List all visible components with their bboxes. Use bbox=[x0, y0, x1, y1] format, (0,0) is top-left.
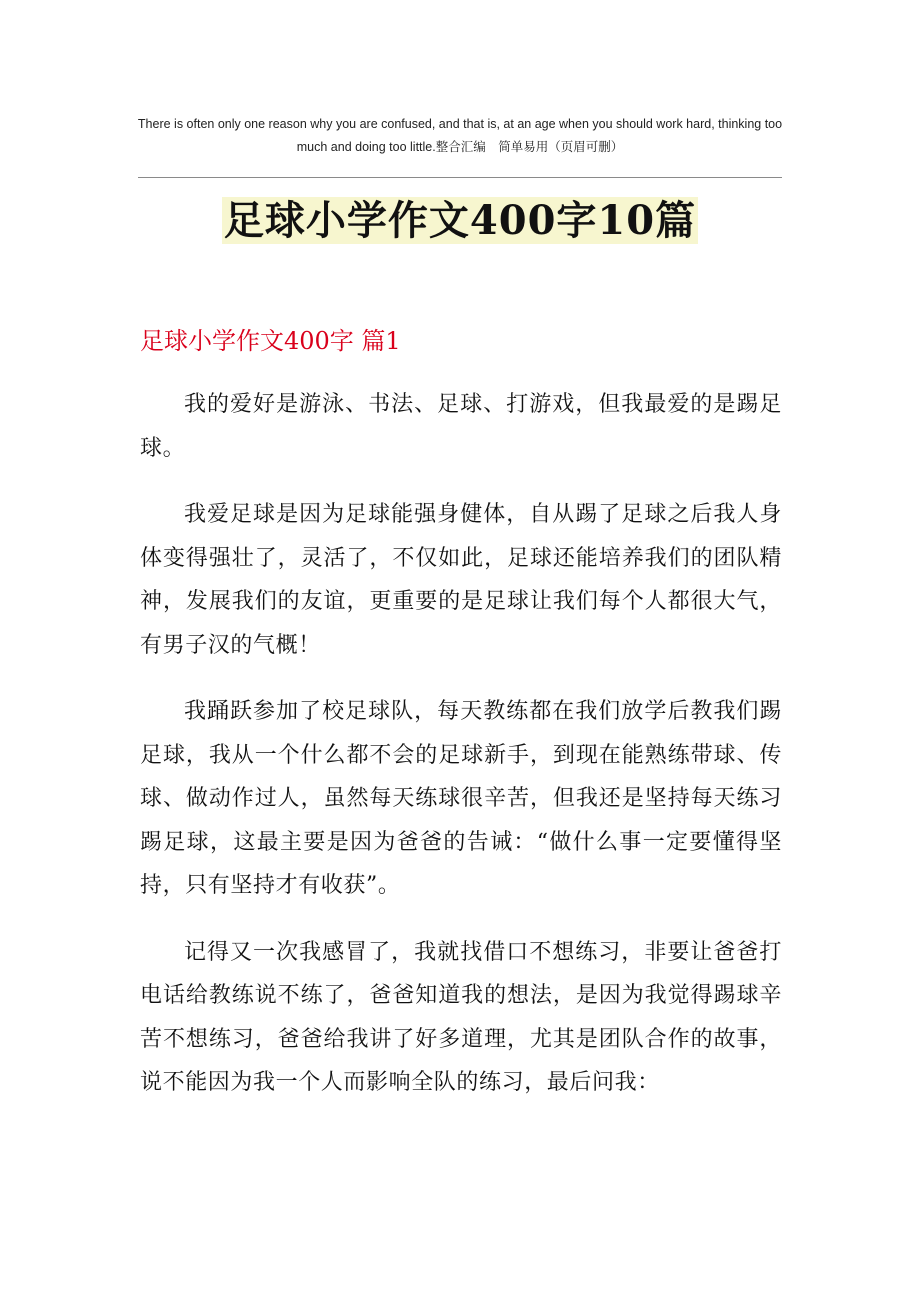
section-heading: 足球小学作文400字 篇1 bbox=[140, 327, 401, 355]
paragraph-2: 我爱足球是因为足球能强身健体，自从踢了足球之后我人身体变得强壮了，灵活了，不仅如此，足球还能培养我们的团队精神，发展我们的友谊，更重要的是足球让我们每个人都很大气，有男子汉的气概！ bbox=[140, 502, 782, 658]
essay-body bbox=[140, 383, 782, 1128]
page-header: There is often only one reason why you are confused, and that is, at an age when you should work hard, thinking too much and doing too little.整合汇编 简单易用（页眉可删） bbox=[137, 117, 783, 154]
document-title-text: 足球小学作文400字10篇 bbox=[223, 197, 697, 244]
paragraph-3: 我踊跃参加了校足球队，每天教练都在我们放学后教我们踢足球，我从一个什么都不会的足球新手，到现在能熟练带球、传球、做动作过人，虽然每天练球很辛苦，但我还是坚持每天练习踢足球，这最主要是因为爸爸的告诫：“做什么事一定要懂得坚持，只有坚持才有收获”。 bbox=[140, 699, 782, 898]
paragraph-4: 记得又一次我感冒了，我就找借口不想练习，非要让爸爸打电话给教练说不练了，爸爸知道我的想法，是因为我觉得踢球辛苦不想练习，爸爸给我讲了好多道理，尤其是团队合作的故事，说不能因为我一个人而影响全队的练习，最后问我： bbox=[140, 939, 782, 1095]
header-divider bbox=[138, 177, 782, 178]
paragraph-1: 我的爱好是游泳、书法、足球、打游戏，但我最爱的是踢足球。 bbox=[140, 392, 782, 461]
document-title bbox=[0, 190, 920, 252]
